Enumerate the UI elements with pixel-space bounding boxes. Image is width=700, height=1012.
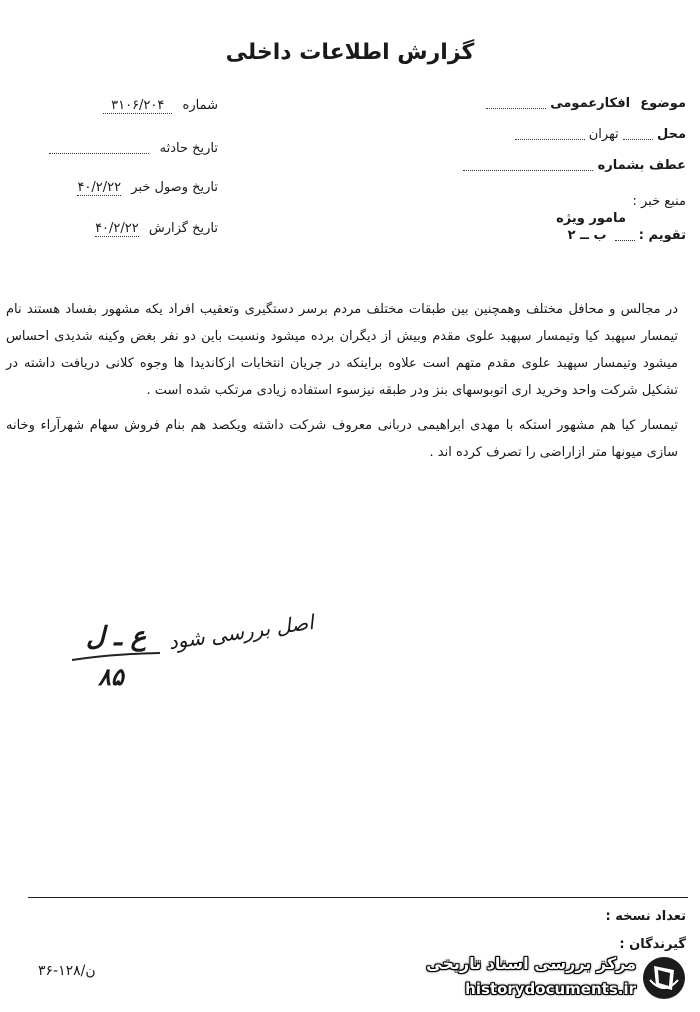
source-label: منبع خبر :	[632, 194, 686, 209]
number-value: ۳۱۰۶/۲۰۴	[103, 98, 172, 114]
subject-label: موضوع	[640, 96, 686, 111]
number-row	[28, 98, 218, 113]
logo-url: historydocuments.ir	[465, 980, 636, 998]
report-date-value: ۴۰/۲/۲۲	[95, 221, 139, 236]
rating-label: تقویم :	[638, 228, 686, 243]
rating-dots	[615, 230, 635, 241]
location-label: محل	[656, 127, 686, 142]
recipients-label: گیرندگان :	[619, 937, 686, 952]
report-date-label: تاریخ گزارش	[148, 221, 218, 236]
report-date-row	[16, 221, 218, 236]
location-dots-a	[623, 129, 653, 140]
body-paragraph-1: در مجالس و محافل مختلف وهمچنین بین طبقات مختلف مردم برسر دستگیری وتعقیب افراد یکه مشهور بفساد هستند نام تیمسار سپهبد کیا وتیمسار سپهبد علوی مقدم وبیش از دیگران برده میشود ونسبت باین دو نفر بغض وکینه شدیدی احساس میشود وتیمسار سپهبد علوی مقدم متهم است علاوه براینکه در جریان انتخابات ازکاندیدا ها وجوه کلانی دریافت داشته در تشکیل شرکت واحد وخرید اری اتوبوسهای بنز ودر طبقه نیزسوء استفاده زیادی مرتکب شده است .	[6, 302, 678, 398]
body-paragraph-2: تیمسار کیا هم مشهور استکه با مهدی ابراهیمی دربانی معروف شرکت داشته ویکصد هم بنام فروش سهام شهرآراء وخانه سازی میونها متر ازاراضی را تصرف کرده اند .	[6, 418, 678, 460]
incident-date-dots	[49, 143, 149, 154]
source-value: مامور ویژه	[556, 211, 626, 226]
logo-emblem-icon	[642, 950, 686, 1006]
handwritten-number: ۸۵	[98, 662, 124, 691]
document-code: ن/۱۲۸-۳۶	[38, 963, 96, 979]
copies-label: تعداد نسخه :	[605, 909, 686, 924]
rating-value: ب ــ ۲	[567, 228, 607, 243]
reference-row	[463, 158, 686, 173]
reference-dots	[463, 160, 593, 171]
document-title: گزارش اطلاعات داخلی	[225, 40, 475, 65]
incident-date-row	[28, 141, 218, 156]
reference-label: عطف بشماره	[597, 158, 686, 173]
receipt-date-label: تاریخ وصول خبر	[131, 180, 218, 195]
subject-dots	[486, 98, 546, 109]
receipt-date-value: ۴۰/۲/۲۲	[77, 180, 122, 195]
location-row	[515, 127, 686, 142]
subject-value: افکارعمومی	[550, 96, 631, 111]
location-value: تهران	[588, 127, 619, 142]
copies-row	[606, 909, 686, 924]
receipt-date-row	[16, 180, 218, 195]
logo-name: مرکز بررسی اسناد تاریخی	[426, 954, 636, 973]
number-label: شماره	[182, 98, 218, 113]
subject-row	[486, 96, 686, 111]
incident-date-label: تاریخ حادثه	[159, 141, 218, 156]
handwritten-note: اصل بررسی شود	[167, 609, 316, 655]
source-row	[556, 194, 686, 226]
rating-row	[568, 228, 686, 243]
watermark-logo	[424, 948, 692, 1008]
report-body	[6, 296, 678, 466]
handwritten-code: ع ـ ل	[86, 622, 147, 652]
footer-divider	[28, 897, 688, 898]
location-dots-b	[515, 129, 585, 140]
